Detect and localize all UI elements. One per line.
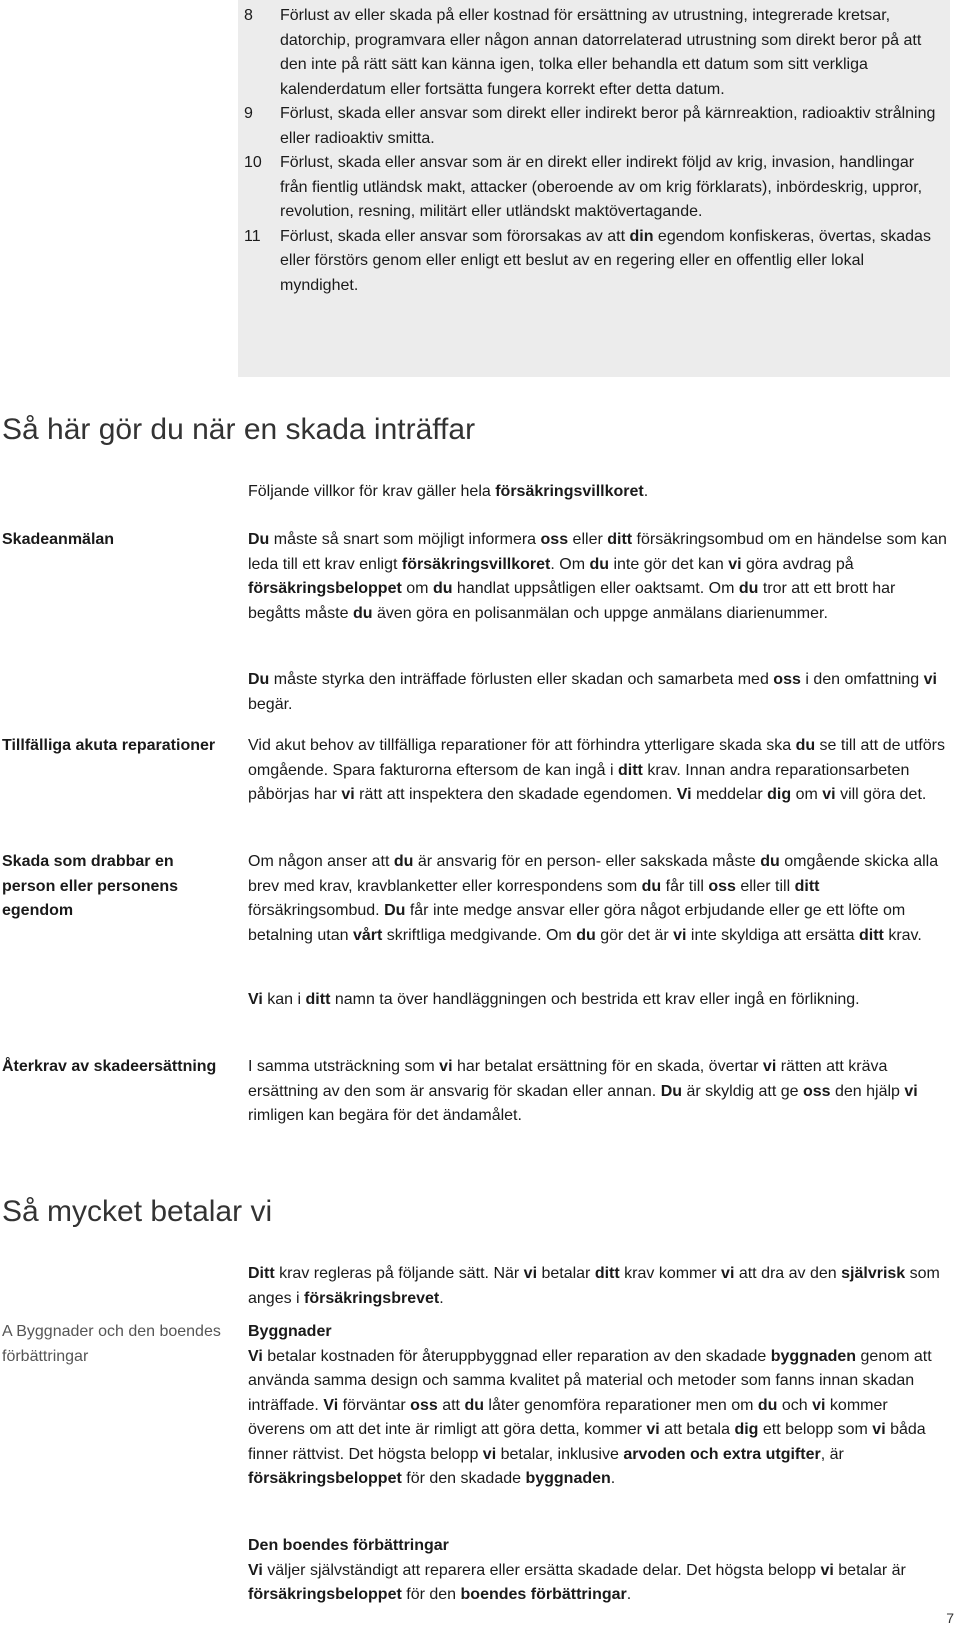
exclusion-number: 9 [244, 105, 253, 122]
exclusion-number: 8 [244, 7, 253, 24]
sidebar-label-byggnader: A Byggnader och den boendes förbättringar [2, 1323, 221, 1365]
exclusion-item [244, 151, 940, 225]
exclusion-item [244, 102, 940, 151]
section-heading-payment: Så mycket betalar vi [2, 1195, 273, 1228]
exclusion-item [244, 4, 940, 102]
sidebar-label-skadeanmalan: Skadeanmälan [2, 531, 115, 548]
handlaggning-text: Vi kan i ditt namn ta över handläggningen och bestrida ett krav eller ingå en förlikning. [248, 991, 860, 1008]
exclusion-text: Förlust, skada eller ansvar som direkt eller indirekt beror på kärnreaktion, radioaktiv strålning eller radioaktiv smitta. [280, 105, 936, 147]
skadeanmalan-text: Du måste så snart som möjligt informera oss eller ditt försäkringsombud om en händelse som kan leda till ett krav enligt försäkringsvillkoret. Om du inte gör det kan vi göra avdrag på försäkringsbeloppet om du handlat uppsåtligen eller oaktsamt. Om du tror att ett brott har begåtts måste du även göra en polisanmälan och uppge anmälans diarienummer. [248, 531, 947, 622]
claims-intro: Följande villkor för krav gäller hela försäkringsvillkoret. [248, 483, 649, 500]
exclusion-text: Förlust, skada eller ansvar som förorsakas av att din egendom konfiskeras, övertas, skadas eller förstörs genom eller enligt ett beslut av en regering eller en offentlig eller lokal myndighet. [280, 227, 931, 294]
exclusion-item [244, 225, 940, 299]
styrka-text: Du måste styrka den inträffade förlusten eller skadan och samarbeta med oss i den omfattning vi begär. [248, 671, 937, 713]
payment-intro: Ditt krav regleras på följande sätt. När vi betalar ditt krav kommer vi att dra av den självrisk som anges i försäkringsbrevet. [248, 1265, 940, 1307]
page-number: 7 [946, 1610, 954, 1626]
boendes-subheading: Den boendes förbättringar [248, 1537, 449, 1554]
byggnader-subheading: Byggnader [248, 1323, 332, 1340]
sidebar-label-person: Skada som drabbar en person eller personens egendom [2, 853, 179, 919]
aterkrav-text: I samma utsträckning som vi har betalat ersättning för en skada, övertar vi rätten att kräva ersättning av den som är ansvarig för skadan eller annan. Du är skyldig att ge oss den hjälp vi rimligen kan begära för det ändamålet. [248, 1058, 918, 1124]
exclusion-number: 10 [244, 154, 262, 171]
sidebar-label-tillfalliga: Tillfälliga akuta reparationer [2, 737, 216, 754]
tillfalliga-text: Vid akut behov av tillfälliga reparationer för att förhindra ytterligare skada ska du se till att de utförs omgående. Spara fakturorna eftersom de kan ingå i ditt krav. Innan andra reparationsarbeten påbörjas har vi rätt att inspektera den skadade egendomen. Vi meddelar dig om vi vill göra det. [248, 737, 945, 803]
boendes-text: Den boendes förbättringar Vi väljer självständigt att reparera eller ersätta skadade delar. Det högsta belopp vi betalar är försäkringsbeloppet för den boendes förbättringar. [248, 1534, 948, 1608]
sidebar-label-aterkrav: Återkrav av skadeersättning [2, 1058, 217, 1075]
exclusion-number: 11 [244, 227, 261, 245]
person-text: Om någon anser att du är ansvarig för en person- eller sakskada måste du omgående skicka alla brev med krav, kravblanketter eller korrespondens som du får till oss eller till ditt försäkringsombud. Du får inte medge ansvar eller göra något erbjudande eller ge ett löfte om betalning utan vårt skriftliga medgivande. Om du gör det är vi inte skyldiga att ersätta ditt krav. [248, 853, 939, 944]
exclusion-text: Förlust, skada eller ansvar som är en direkt eller indirekt följd av krig, invasion, handlingar från fientlig utländsk makt, attacker (oberoende av om krig förklarats), inbördeskrig, uppror, revolution, resning, militärt eller utländskt maktövertagande. [280, 154, 923, 220]
exclusions-list [244, 4, 940, 298]
exclusion-text: Förlust av eller skada på eller kostnad för ersättning av utrustning, integrerade kretsar, datorchip, programvara eller någon annan datorrelaterad utrustning som direkt beror på att den inte på rätt sätt kan känna igen, tolka eller behandla ett datum som sitt verkliga kalenderdatum eller fortsätta fungera korrekt efter detta datum. [280, 7, 922, 98]
section-heading-claims: Så här gör du när en skada inträffar [2, 413, 476, 446]
byggnader-text: Byggnader Vi betalar kostnaden för återuppbyggnad eller reparation av den skadade byggnaden genom att använda samma design och samma kvalitet på material och metoder som fanns innan skadan inträffade. Vi förväntar oss att du låter genomföra reparationer men om du och vi kommer överens om att det inte är rimligt att göra detta, kommer vi att betala dig ett belopp som vi båda finner rättvist. Det högsta belopp vi betalar, inklusive arvoden och extra utgifter, är försäkringsbeloppet för den skadade byggnaden. [248, 1320, 948, 1492]
